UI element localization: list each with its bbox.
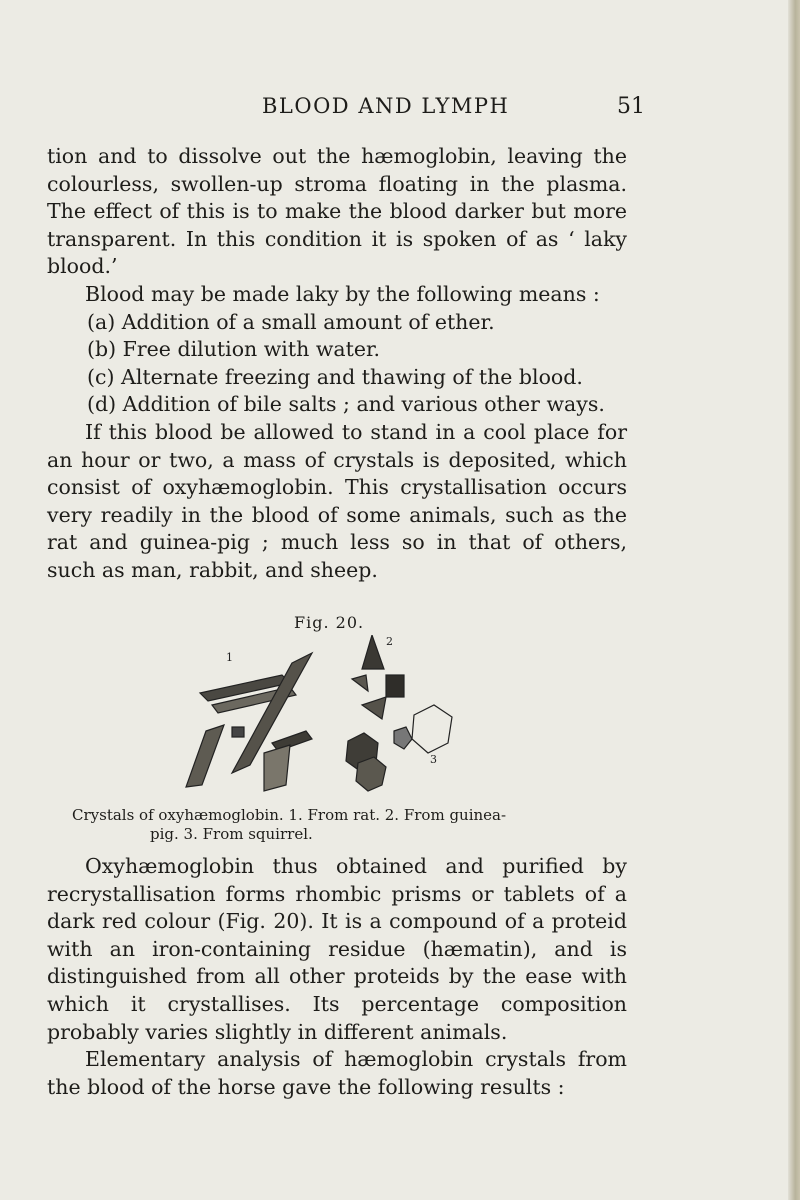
figure-caption [72,806,632,844]
crystal-prism [272,731,312,751]
crystal-hexagon [412,705,452,753]
caption-line-1: Crystals of oxyhæmoglobin. 1. From rat. 2. From guinea- [72,806,507,824]
page-edge [788,0,800,1200]
paragraph-laky-blood: tion and to dissolve out the hæmoglobin, leaving the colourless, swollen-up stroma floating in the plasma. The effect of this is to make the blood darker but more transparent. In this condition it is spoken of as ‘ laky blood.’ [47,144,627,279]
list-marker: (a) [87,309,116,334]
guinea-pig-crystals [352,635,404,719]
paragraph-crystallisation: If this blood be allowed to stand in a cool place for an hour or two, a mass of crystals is deposited, which consist of oxyhæmoglobin. This crystallisation occurs very readily in the blood of some animals, such as the rat and guinea-pig ; much less so in that of others, such as man, rabbit, and sheep. [47,419,627,582]
running-head-title: BLOOD AND LYMPH [262,94,510,118]
text-block-bottom [47,853,627,1101]
list-text: Addition of bile salts ; and various other ways. [122,392,605,417]
list-text: Free dilution with water. [122,337,381,362]
crystal-tetrahedron [362,697,386,719]
caption-line-2: pig. 3. From squirrel. [150,825,313,843]
paragraph-means-intro: Blood may be made laky by the following means : [85,281,600,306]
figure-marker-2: 2 [386,635,393,648]
figure-label: Fig. 20. [294,613,365,632]
squirrel-crystals [346,705,452,791]
crystal-figure [172,635,532,795]
list-item [47,391,627,419]
list-marker: (d) [87,392,117,417]
crystal-tablet [232,727,244,737]
crystal-tetrahedron [352,675,368,691]
list-text: Addition of a small amount of ether. [121,309,495,334]
crystal-hexagon [356,757,386,791]
text-block-top [47,143,627,585]
crystal-hexagon [394,727,412,749]
list-marker: (c) [87,364,115,389]
figure-marker-1: 1 [226,651,233,664]
page-number: 51 [617,94,645,119]
crystal-tablet [386,675,404,697]
list-marker: (b) [87,337,117,362]
list-item [47,364,627,392]
figure-marker-3: 3 [430,753,437,766]
crystal-prism [186,725,224,787]
rat-crystals [186,653,312,791]
list-item [47,336,627,364]
crystal-tetrahedron [362,635,384,669]
running-head [0,94,800,124]
list-text: Alternate freezing and thawing of the blood. [121,364,583,389]
paragraph-oxyhaemoglobin: Oxyhæmoglobin thus obtained and purified by recrystallisation forms rhombic prisms or tablets of a dark red colour (Fig. 20). It is a compound of a proteid with an iron-containing residue (hæmatin), and is distinguished from all other proteids by the ease with which it crystallises. Its percentage composition probably varies slightly in different animals. [47,854,627,1044]
paragraph-elementary-analysis: Elementary analysis of hæmoglobin crystals from the blood of the horse gave the following results : [47,1047,627,1099]
crystal-prism [264,745,290,791]
list-item [47,309,627,337]
